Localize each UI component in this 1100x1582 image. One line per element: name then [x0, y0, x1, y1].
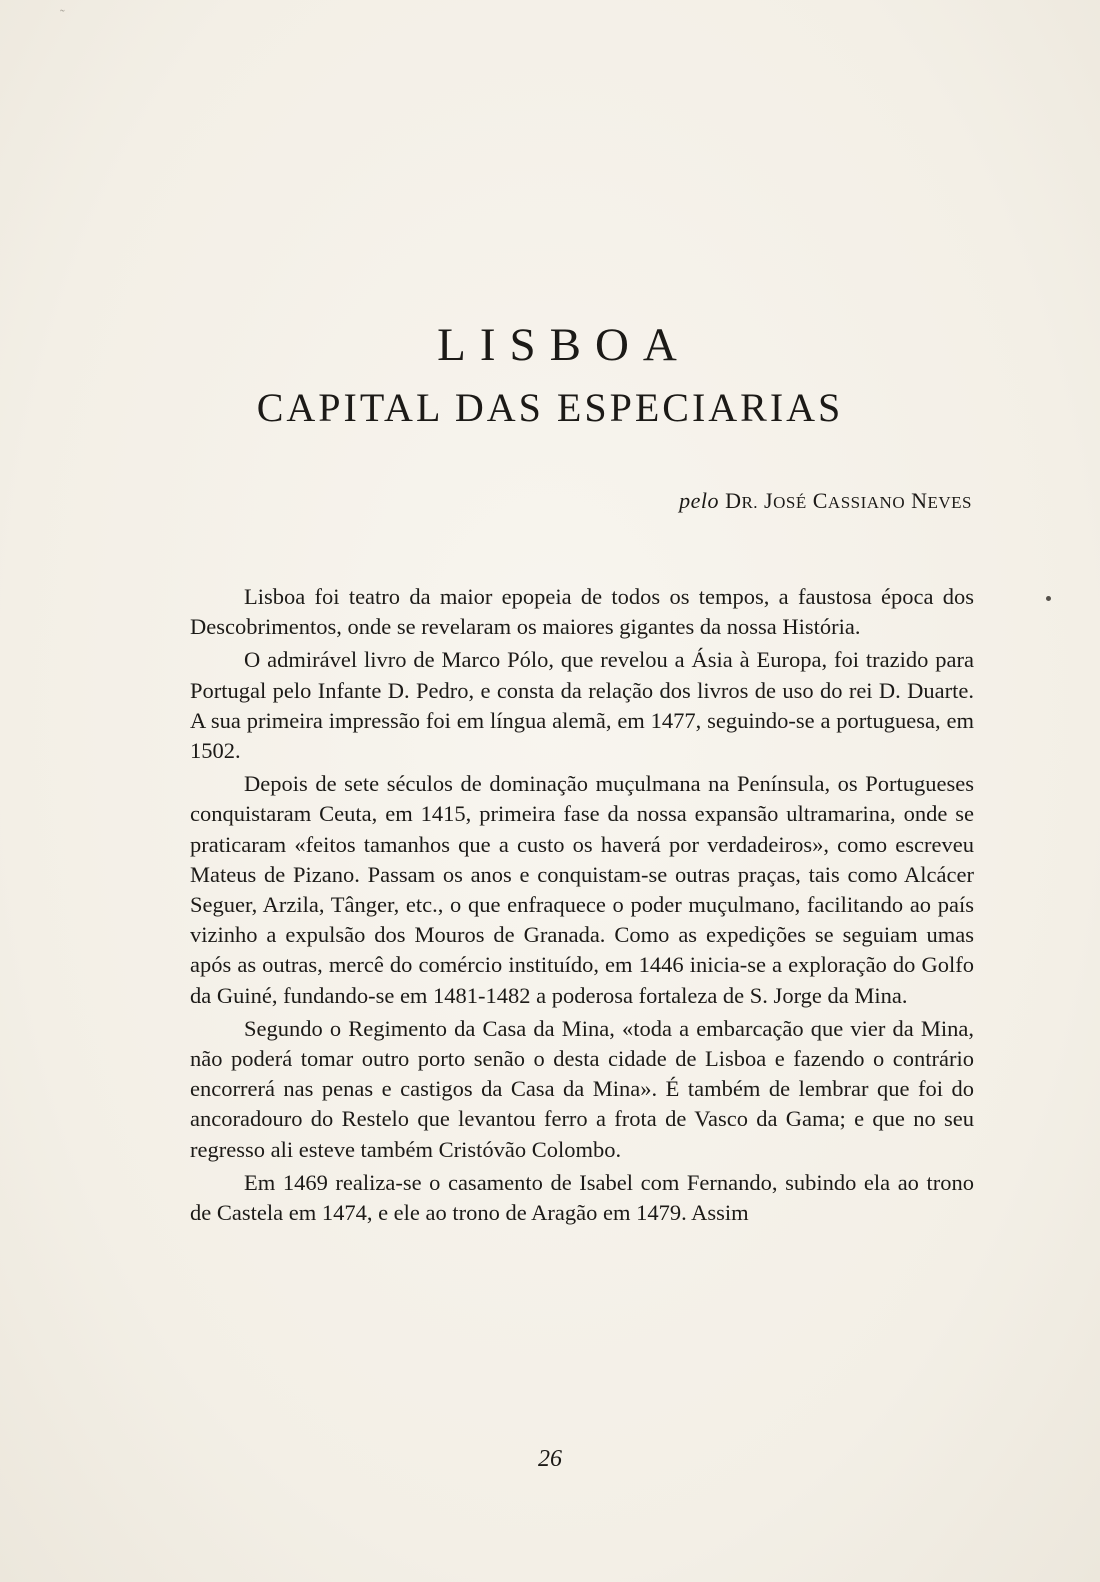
paragraph: O admirável livro de Marco Pólo, que revelou a Ásia à Europa, foi trazido para Portugal pelo Infante D. Pedro, e consta da relação dos livros de uso do rei D. Duarte. A sua primeira impressão foi em língua alemã, em 1477, seguindo-se a portuguesa, em 1502.	[190, 647, 974, 764]
byline-title: DR.	[725, 488, 759, 513]
paragraph: Depois de sete séculos de dominação muçulmana na Península, os Portugueses conquistaram Ceuta, em 1415, primeira fase da nossa expansão ultramarina, onde se praticaram «feitos tamanhos que a custo os haverá por verdadeiros», como escreveu Mateus de Pizano. Passam os anos e conquistam-se outras praças, tais como Alcácer Seguer, Arzila, Tânger, etc., o que enfraquece o poder muçulmano, facilitando ao país vizinho a expulsão dos Mouros de Granada. Como as expedições se seguiam umas após as outras, mercê do comércio instituído, em 1446 inicia-se a exploração do Golfo da Guiné, fundando-se em 1481-1482 a poderosa fortaleza de S. Jorge da Mina.	[190, 771, 974, 1008]
byline-last-name: NEVES	[911, 488, 972, 513]
page-title: LISBOA	[437, 319, 691, 371]
byline-first-name: JOSÉ	[764, 488, 807, 513]
page-number: 26	[538, 1446, 562, 1472]
author-byline	[679, 488, 972, 514]
article-body	[190, 582, 974, 1231]
byline-middle-name: CASSIANO	[812, 488, 906, 513]
paragraph: Lisboa foi teatro da maior epopeia de todos os tempos, a faustosa época dos Descobrimentos, onde se revelaram os maiores gigantes da nossa História.	[190, 584, 974, 640]
margin-dot	[1046, 596, 1051, 601]
page-subtitle: CAPITAL DAS ESPECIARIAS	[256, 385, 844, 430]
paragraph: Em 1469 realiza-se o casamento de Isabel com Fernando, subindo ela ao trono de Castela em 1474, e ele ao trono de Aragão em 1479. Assim	[190, 1169, 974, 1226]
corner-mark: ˜	[60, 8, 65, 23]
paragraph: Segundo o Regimento da Casa da Mina, «toda a embarcação que vier da Mina, não poderá tomar outro porto senão o desta cidade de Lisboa e fazendo o contrário encorrerá nas penas e castigos da Casa da Mina». É também de lembrar que foi do ancoradouro do Restelo que levantou ferro a frota de Vasco da Gama; e que no seu regresso ali esteve também Cristóvão Colombo.	[190, 1015, 974, 1162]
byline-prefix: pelo	[679, 488, 720, 513]
